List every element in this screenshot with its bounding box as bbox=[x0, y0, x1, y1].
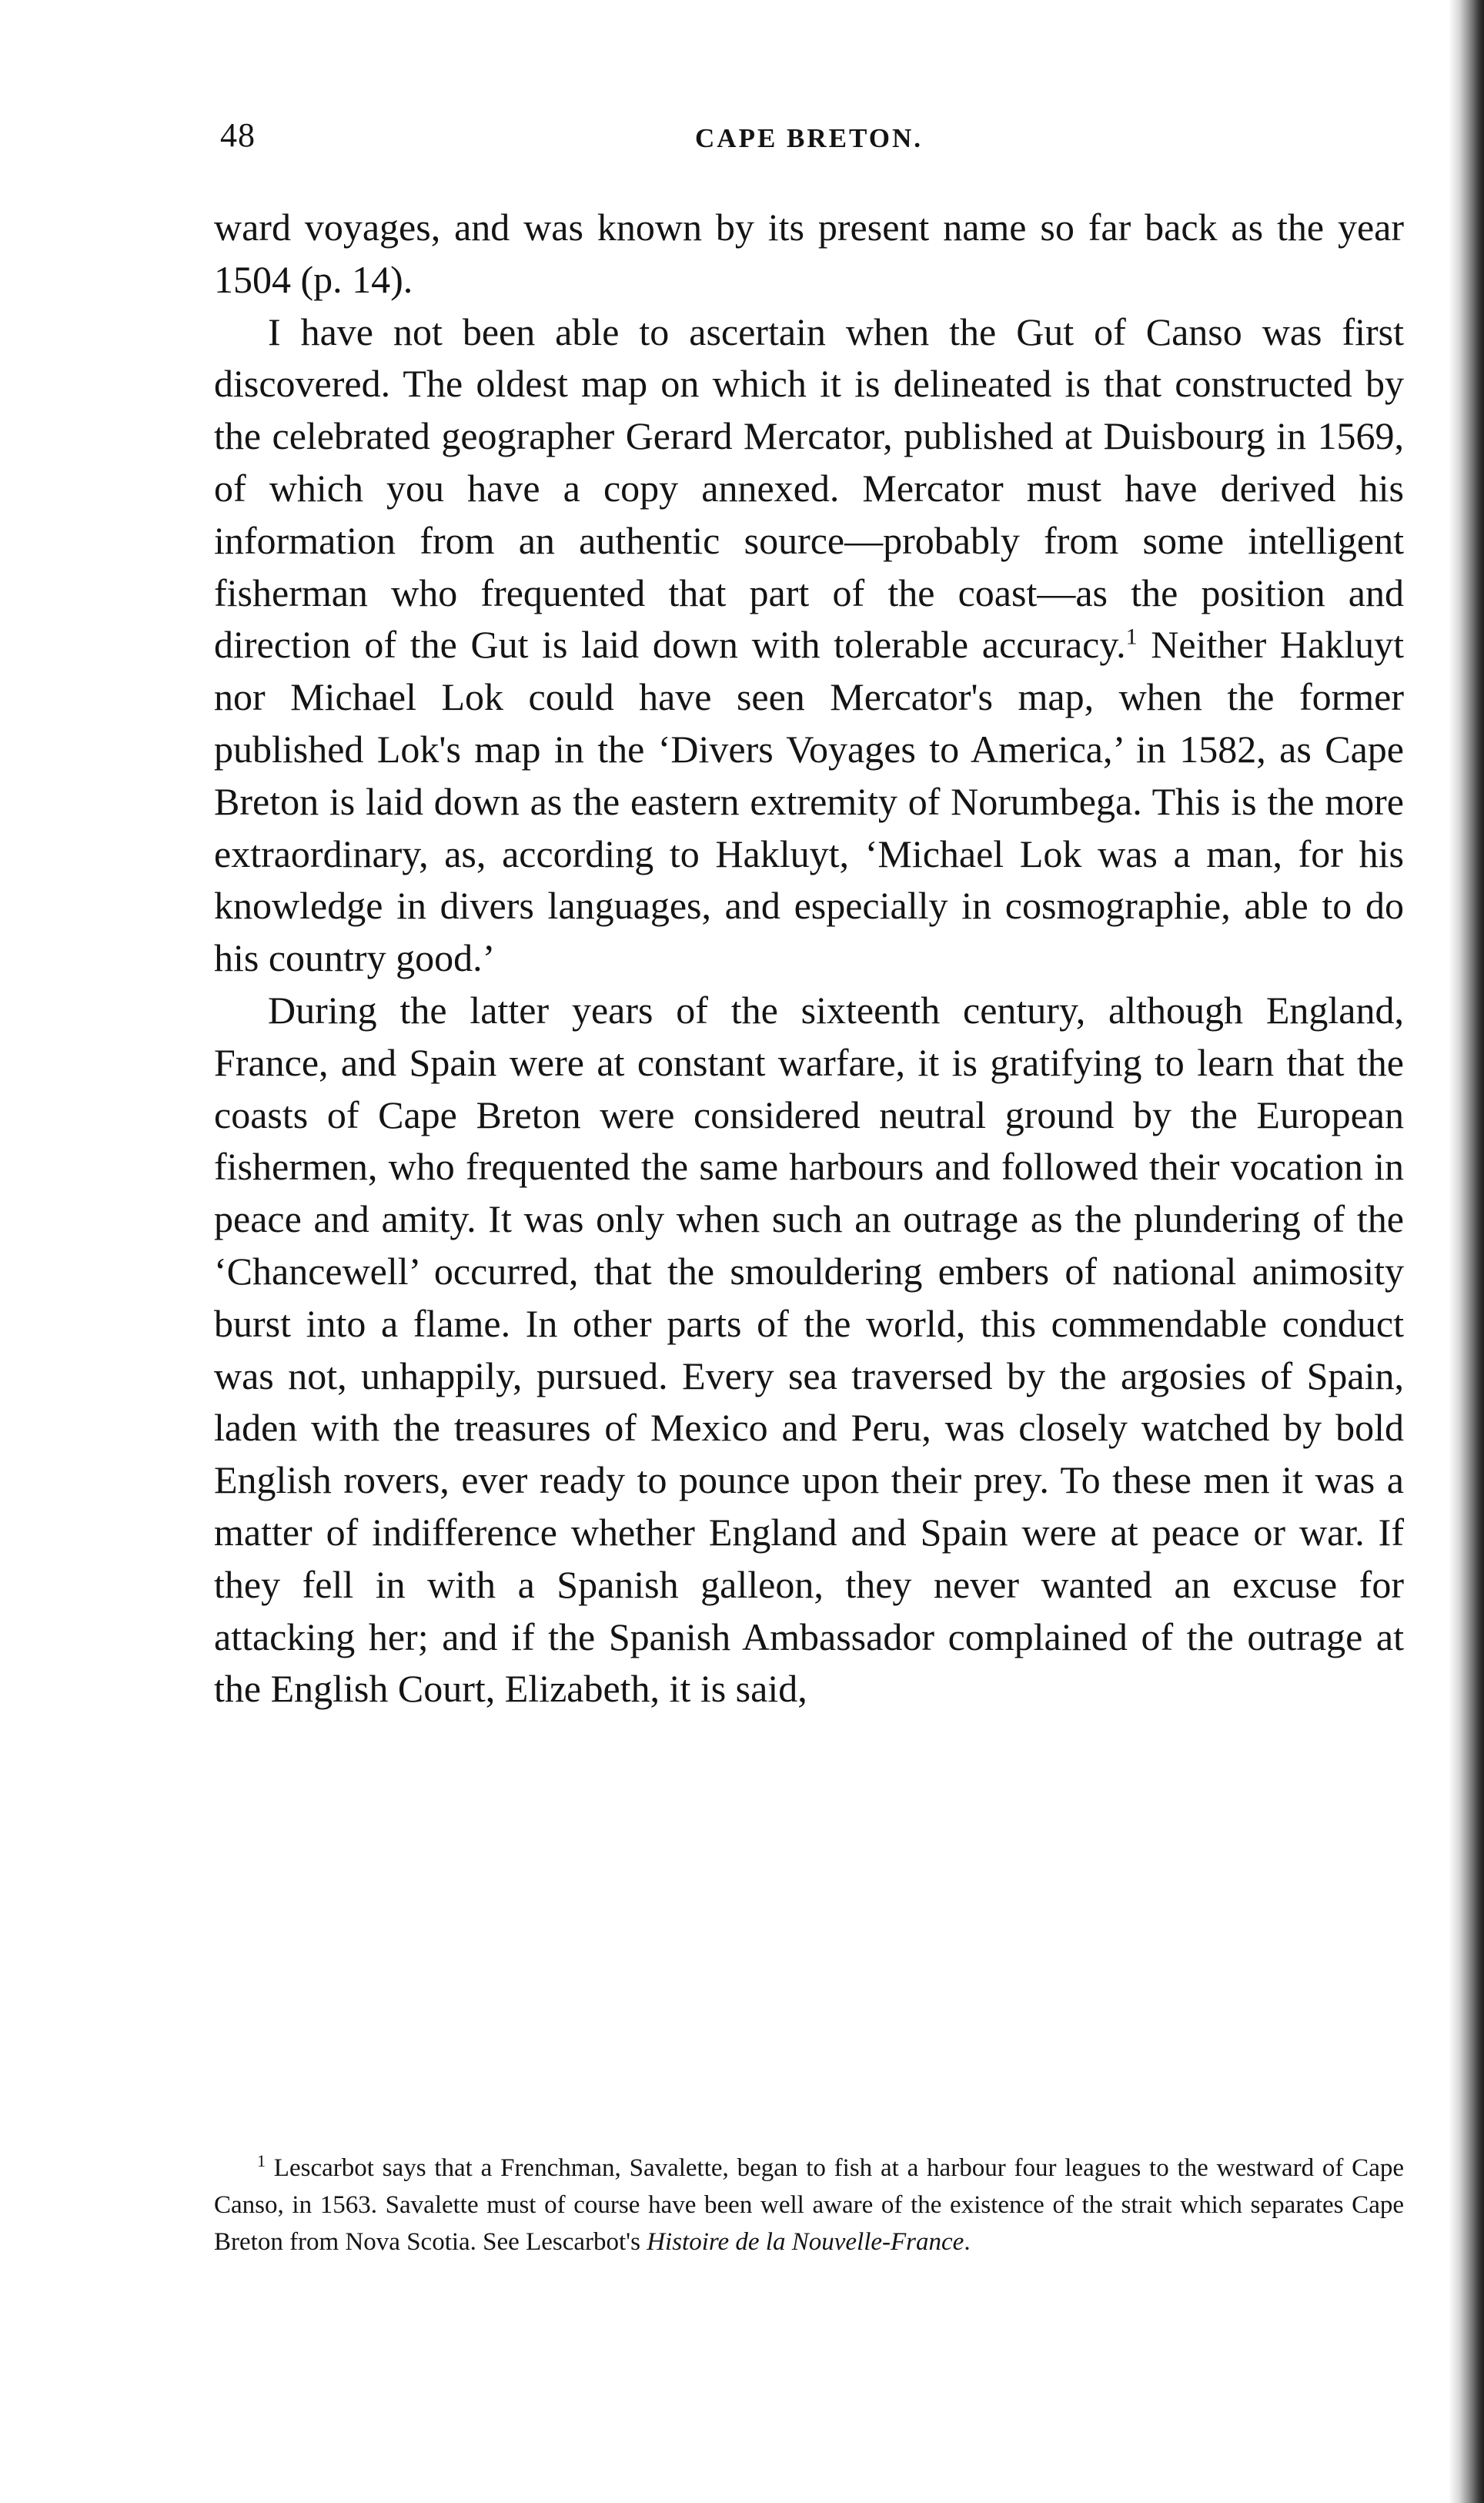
footnote-end: . bbox=[964, 2228, 971, 2256]
paragraph-1-text: ward voyages, and was known by its present name so far back as the year 1504 (p. 14). bbox=[214, 206, 1404, 301]
paragraph-3 bbox=[214, 985, 1404, 1715]
footnote-text: Lescarbot says that a Frenchman, Savalette, began to fish at a harbour four leagues to the westward of Cape Canso, in 1563. Savalette must of course have been well aware of the existence of the strait which separates Cape Breton from Nova Scotia. See Lescarbot's bbox=[214, 2154, 1404, 2256]
paragraph-1 bbox=[214, 202, 1404, 306]
page-number: 48 bbox=[220, 116, 256, 154]
footnote-work-title: Histoire de la Nouvelle-France bbox=[647, 2228, 964, 2256]
body-text bbox=[214, 202, 1404, 1715]
page-edge-shadow bbox=[1449, 0, 1484, 2503]
footnote bbox=[214, 2150, 1404, 2260]
running-head: CAPE BRETON. bbox=[695, 123, 923, 153]
paragraph-2-text-end: Neither Hakluyt nor Michael Lok could have seen Mercator's map, when the former published Lok's map in the ‘Divers Voyages to America,’ in 1582, as Cape Breton is laid down as the eastern extremity of Norumbega. This is the more extraordinary, as, according to Hakluyt, ‘Michael Lok was a man, for his knowledge in divers languages, and especially in cosmographie, able to do his country good.’ bbox=[214, 623, 1404, 980]
paragraph-2 bbox=[214, 306, 1404, 985]
footnote-marker: 1 bbox=[257, 2151, 266, 2170]
footnote-reference: 1 bbox=[1125, 624, 1138, 650]
page-header bbox=[214, 115, 1404, 169]
paragraph-3-text: During the latter years of the sixteenth century, although England, France, and Spain were at constant warfare, it is gratifying to learn that the coasts of Cape Breton were considered neutral ground by the European fishermen, who frequented the same harbours and followed their vocation in peace and amity. It was only when such an outrage as the plundering of the ‘Chancewell’ occurred, that the smouldering embers of national animosity burst into a flame. In other parts of the world, this commendable conduct was not, unhappily, pursued. Every sea traversed by the argosies of Spain, laden with the treasures of Mexico and Peru, was closely watched by bold English rovers, ever ready to pounce upon their prey. To these men it was a matter of indifference whether England and Spain were at peace or war. If they fell in with a Spanish galleon, they never wanted an excuse for attacking her; and if the Spanish Ambassador complained of the outrage at the English Court, Elizabeth, it is said, bbox=[214, 988, 1404, 1711]
paragraph-2-text-start: I have not been able to ascertain when the Gut of Canso was first discovered. The oldest map on which it is delineated is that constructed by the celebrated geographer Gerard Mercator, published at Duisbourg in 1569, of which you have a copy annexed. Mercator must have derived his information from an authentic source—probably from some intelligent fisherman who frequented that part of the coast—as the position and direction of the Gut is laid down with tolerable accuracy. bbox=[214, 310, 1404, 667]
book-page bbox=[214, 115, 1404, 2256]
